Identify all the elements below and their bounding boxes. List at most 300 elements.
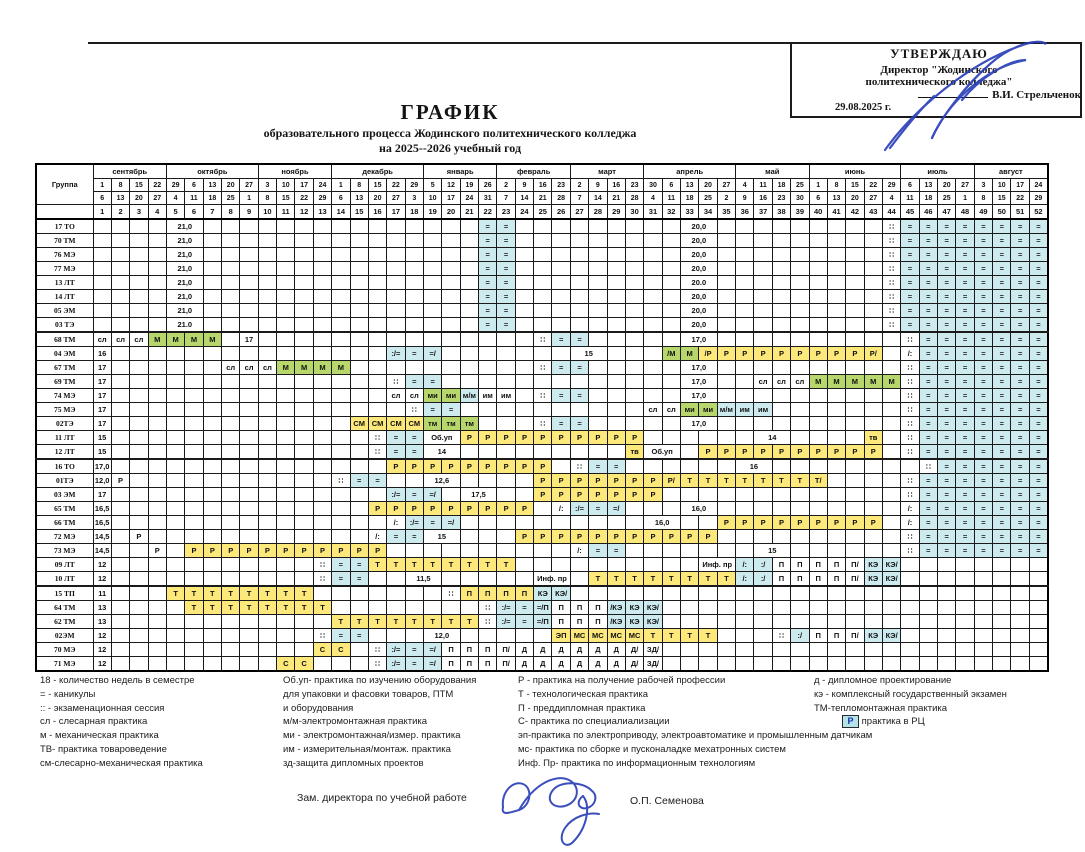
- week-cell: [368, 318, 386, 333]
- week-cell: [148, 431, 166, 445]
- week-cell: [662, 586, 680, 601]
- week-cell: [111, 262, 129, 276]
- week-number: 44: [882, 205, 900, 220]
- week-cell: [736, 304, 754, 318]
- week-cell: [846, 586, 864, 601]
- week-cell: [662, 375, 680, 389]
- week-cell: =: [1029, 375, 1048, 389]
- date-cell: 10: [277, 179, 295, 192]
- week-number: 32: [662, 205, 680, 220]
- week-cell: Р: [203, 544, 221, 558]
- week-cell: =: [938, 234, 956, 248]
- week-cell: [736, 488, 754, 502]
- week-cell: [185, 615, 203, 629]
- week-cell: [864, 332, 882, 347]
- week-cell: [1011, 657, 1029, 672]
- week-cell: [827, 544, 845, 558]
- week-number: 19: [423, 205, 441, 220]
- signature-line: [918, 88, 988, 98]
- week-cell: =: [1011, 332, 1029, 347]
- week-cell: [313, 262, 331, 276]
- week-cell: 12: [93, 629, 111, 643]
- week-cell: [148, 219, 166, 234]
- week-cell: /:: [901, 502, 919, 516]
- week-cell: [332, 262, 350, 276]
- week-cell: С: [313, 643, 331, 657]
- week-cell: Т: [699, 629, 717, 643]
- week-cell: [313, 657, 331, 672]
- week-cell: [350, 459, 368, 474]
- week-cell: =: [1029, 417, 1048, 431]
- week-cell: [222, 248, 240, 262]
- week-cell: [460, 304, 478, 318]
- week-cell: [460, 262, 478, 276]
- week-cell: [497, 516, 515, 530]
- week-cell: [1011, 615, 1029, 629]
- week-cell: [515, 219, 533, 234]
- week-cell: =: [1029, 488, 1048, 502]
- week-cell: [166, 459, 184, 474]
- week-cell: =: [901, 234, 919, 248]
- date-cell: 9: [515, 179, 533, 192]
- week-cell: [258, 445, 276, 460]
- week-cell: /:: [570, 544, 588, 558]
- week-cell: [515, 488, 533, 502]
- week-cell: =: [1029, 248, 1048, 262]
- week-cell: 13: [93, 615, 111, 629]
- week-cell: [240, 403, 258, 417]
- week-cell: [166, 361, 184, 375]
- week-cell: П: [442, 657, 460, 672]
- week-cell: =: [387, 530, 405, 544]
- week-cell: [882, 516, 900, 530]
- week-cell: [295, 290, 313, 304]
- week-cell: [313, 488, 331, 502]
- date-cell: 12: [442, 179, 460, 192]
- week-cell: [111, 544, 129, 558]
- week-cell: [148, 262, 166, 276]
- legend-item: Инф. Пр- практика по информационным технологиям: [518, 757, 756, 769]
- week-number: 21: [460, 205, 478, 220]
- date-cell: 22: [295, 192, 313, 205]
- week-cell: =: [1029, 474, 1048, 488]
- week-cell: Р: [846, 347, 864, 361]
- week-cell: СМ: [350, 417, 368, 431]
- week-cell: =: [919, 431, 937, 445]
- week-cell: =: [405, 445, 423, 460]
- week-cell: =: [479, 304, 497, 318]
- week-cell: [350, 403, 368, 417]
- week-cell: [809, 318, 827, 333]
- week-cell: =: [901, 219, 919, 234]
- week-cell: [699, 488, 717, 502]
- week-cell: [166, 572, 184, 587]
- group-name: 05 ЭМ: [36, 304, 93, 318]
- week-cell: [295, 262, 313, 276]
- week-cell: [258, 219, 276, 234]
- week-cell: П/: [846, 629, 864, 643]
- week-cell: =: [1011, 318, 1029, 333]
- week-cell: [332, 586, 350, 601]
- week-cell: 21,0: [166, 276, 203, 290]
- week-cell: [277, 629, 295, 643]
- week-cell: М: [313, 361, 331, 375]
- week-cell: [993, 601, 1011, 615]
- week-cell: [736, 431, 754, 445]
- week-cell: [754, 643, 772, 657]
- week-cell: [423, 262, 441, 276]
- week-cell: Т: [405, 558, 423, 572]
- week-cell: =: [974, 318, 992, 333]
- week-cell: [827, 304, 845, 318]
- week-cell: [277, 474, 295, 488]
- week-cell: [570, 403, 588, 417]
- week-cell: [882, 657, 900, 672]
- week-cell: [148, 643, 166, 657]
- week-cell: [497, 445, 515, 460]
- week-cell: /:: [552, 502, 570, 516]
- week-cell: [570, 234, 588, 248]
- week-cell: [295, 389, 313, 403]
- week-cell: /:: [736, 572, 754, 587]
- week-cell: =: [350, 572, 368, 587]
- week-cell: [405, 361, 423, 375]
- group-row: [36, 290, 1048, 304]
- week-cell: [130, 572, 148, 587]
- date-cell: 17: [1011, 179, 1029, 192]
- week-cell: Р: [827, 516, 845, 530]
- week-cell: [387, 234, 405, 248]
- week-cell: [662, 262, 680, 276]
- week-cell: [442, 347, 460, 361]
- week-cell: =: [919, 304, 937, 318]
- week-cell: [166, 530, 184, 544]
- group-name: 10 ЛТ: [36, 572, 93, 587]
- week-cell: =: [956, 389, 974, 403]
- week-cell: Т: [405, 615, 423, 629]
- week-cell: =: [974, 417, 992, 431]
- week-cell: =: [405, 643, 423, 657]
- week-cell: [1029, 615, 1048, 629]
- week-cell: [295, 558, 313, 572]
- week-cell: КЭ: [864, 572, 882, 587]
- week-cell: [534, 544, 552, 558]
- week-cell: [460, 318, 478, 333]
- week-cell: [754, 219, 772, 234]
- week-cell: [277, 445, 295, 460]
- week-cell: Д: [589, 657, 607, 672]
- week-cell: [736, 375, 754, 389]
- week-cell: [405, 234, 423, 248]
- week-cell: Р: [570, 530, 588, 544]
- group-row: [36, 347, 1048, 361]
- week-cell: [534, 234, 552, 248]
- week-cell: =: [479, 234, 497, 248]
- week-cell: [277, 558, 295, 572]
- week-cell: [570, 516, 588, 530]
- week-number: 25: [534, 205, 552, 220]
- week-cell: [625, 502, 643, 516]
- week-cell: Р: [479, 502, 497, 516]
- week-cell: [203, 474, 221, 488]
- week-cell: [185, 629, 203, 643]
- week-cell: ∷: [882, 318, 900, 333]
- week-cell: [442, 318, 460, 333]
- week-cell: [350, 332, 368, 347]
- week-cell: [460, 248, 478, 262]
- week-cell: [185, 347, 203, 361]
- week-cell: [405, 248, 423, 262]
- week-cell: [827, 318, 845, 333]
- week-cell: [185, 417, 203, 431]
- month-header: ноябрь: [258, 164, 331, 179]
- week-cell: [809, 276, 827, 290]
- week-cell: [607, 403, 625, 417]
- week-cell: [515, 572, 533, 587]
- week-cell: [681, 586, 699, 601]
- date-cell: 4: [644, 192, 662, 205]
- group-name: 17 ТО: [36, 219, 93, 234]
- week-cell: [736, 643, 754, 657]
- week-cell: [589, 516, 607, 530]
- week-cell: [240, 318, 258, 333]
- week-cell: [148, 586, 166, 601]
- week-number: 36: [736, 205, 754, 220]
- week-cell: [644, 219, 662, 234]
- week-cell: 17: [93, 361, 111, 375]
- week-cell: 17: [240, 332, 258, 347]
- week-cell: [93, 262, 111, 276]
- week-cell: =: [993, 488, 1011, 502]
- week-cell: [497, 375, 515, 389]
- week-cell: [460, 474, 478, 488]
- week-cell: [460, 601, 478, 615]
- week-cell: =: [919, 219, 937, 234]
- week-cell: [185, 558, 203, 572]
- week-cell: [130, 431, 148, 445]
- week-cell: =: [1011, 290, 1029, 304]
- week-cell: [882, 530, 900, 544]
- week-cell: :/=: [405, 516, 423, 530]
- week-cell: =: [1029, 262, 1048, 276]
- week-cell: [130, 445, 148, 460]
- week-cell: КЭ/: [882, 629, 900, 643]
- week-cell: [662, 332, 680, 347]
- week-cell: [717, 629, 735, 643]
- week-cell: [332, 459, 350, 474]
- week-cell: [846, 459, 864, 474]
- week-cell: [130, 375, 148, 389]
- week-cell: Р: [111, 474, 129, 488]
- group-name: 13 ЛТ: [36, 276, 93, 290]
- week-cell: [515, 516, 533, 530]
- date-cell: 23: [772, 192, 790, 205]
- week-cell: сл: [644, 403, 662, 417]
- week-cell: М: [332, 361, 350, 375]
- week-cell: [277, 516, 295, 530]
- week-cell: им: [479, 389, 497, 403]
- week-cell: [148, 389, 166, 403]
- week-cell: =: [993, 516, 1011, 530]
- week-cell: Р: [368, 502, 386, 516]
- week-cell: [625, 558, 643, 572]
- week-cell: [625, 544, 643, 558]
- week-cell: 20,0: [681, 290, 718, 304]
- week-cell: =: [1011, 234, 1029, 248]
- week-cell: =: [993, 347, 1011, 361]
- week-cell: =: [570, 417, 588, 431]
- week-cell: [938, 643, 956, 657]
- week-cell: [607, 276, 625, 290]
- week-cell: [387, 601, 405, 615]
- week-cell: [166, 657, 184, 672]
- week-cell: =: [956, 474, 974, 488]
- week-cell: [717, 502, 735, 516]
- group-row: [36, 544, 1048, 558]
- week-cell: [974, 657, 992, 672]
- week-cell: ∷: [332, 474, 350, 488]
- week-cell: [148, 572, 166, 587]
- week-cell: [313, 290, 331, 304]
- legend-item: зд-защита дипломных проектов: [283, 757, 424, 769]
- week-cell: [974, 643, 992, 657]
- group-row: [36, 572, 1048, 587]
- week-cell: [625, 417, 643, 431]
- week-cell: [534, 304, 552, 318]
- week-cell: [423, 318, 441, 333]
- week-cell: [313, 276, 331, 290]
- week-cell: [148, 375, 166, 389]
- week-cell: [589, 361, 607, 375]
- week-cell: =: [1011, 276, 1029, 290]
- week-cell: [827, 502, 845, 516]
- week-cell: [846, 601, 864, 615]
- week-cell: Р: [460, 502, 478, 516]
- week-cell: [754, 304, 772, 318]
- date-cell: 6: [901, 179, 919, 192]
- week-cell: [681, 544, 699, 558]
- week-cell: [993, 629, 1011, 643]
- week-cell: 16,5: [93, 502, 111, 516]
- week-cell: =: [1029, 389, 1048, 403]
- week-cell: [662, 417, 680, 431]
- date-cell: 8: [827, 179, 845, 192]
- week-cell: [203, 643, 221, 657]
- week-cell: [882, 361, 900, 375]
- group-name: 73 МЭ: [36, 544, 93, 558]
- week-cell: [203, 459, 221, 474]
- group-header-spacer: [36, 205, 93, 220]
- week-cell: =: [919, 332, 937, 347]
- week-cell: [864, 219, 882, 234]
- week-cell: =: [919, 403, 937, 417]
- legend-item: им - измерительная/монтаж. практика: [283, 743, 451, 755]
- week-number: 6: [185, 205, 203, 220]
- week-cell: [295, 643, 313, 657]
- week-cell: 20,0: [681, 304, 718, 318]
- group-name: 76 МЭ: [36, 248, 93, 262]
- date-cell: 18: [681, 192, 699, 205]
- month-header: декабрь: [332, 164, 424, 179]
- week-cell: [864, 304, 882, 318]
- page-subtitle-2: на 2025--2026 учебный год: [378, 141, 522, 155]
- week-cell: [809, 586, 827, 601]
- week-cell: 17,0: [681, 332, 718, 347]
- week-cell: [644, 502, 662, 516]
- week-cell: [791, 290, 809, 304]
- week-cell: Р: [772, 347, 790, 361]
- week-cell: =: [938, 276, 956, 290]
- week-number: 24: [515, 205, 533, 220]
- week-cell: [607, 586, 625, 601]
- week-cell: [515, 304, 533, 318]
- week-cell: [387, 544, 405, 558]
- week-cell: [185, 431, 203, 445]
- week-cell: Р: [864, 445, 882, 460]
- date-cell: 4: [736, 179, 754, 192]
- week-cell: Р: [570, 488, 588, 502]
- week-cell: Д: [589, 643, 607, 657]
- date-cell: 27: [864, 192, 882, 205]
- week-cell: [166, 558, 184, 572]
- week-cell: [130, 219, 148, 234]
- week-cell: [607, 558, 625, 572]
- week-cell: [809, 234, 827, 248]
- week-cell: =: [993, 361, 1011, 375]
- week-cell: Р: [736, 516, 754, 530]
- week-cell: =: [405, 530, 423, 544]
- week-cell: =/П: [534, 615, 552, 629]
- week-cell: Р: [809, 516, 827, 530]
- week-cell: [1011, 601, 1029, 615]
- week-cell: [313, 375, 331, 389]
- week-cell: [423, 361, 441, 375]
- week-cell: П: [460, 643, 478, 657]
- week-cell: [313, 332, 331, 347]
- week-cell: [791, 332, 809, 347]
- week-cell: [405, 304, 423, 318]
- week-cell: [387, 276, 405, 290]
- week-cell: [754, 332, 772, 347]
- week-cell: [130, 558, 148, 572]
- week-cell: [387, 629, 405, 643]
- week-cell: Р: [717, 445, 735, 460]
- week-cell: [332, 403, 350, 417]
- week-cell: [791, 601, 809, 615]
- week-cell: [166, 445, 184, 460]
- week-cell: Т: [791, 474, 809, 488]
- date-cell: 10: [993, 179, 1011, 192]
- week-cell: =: [552, 332, 570, 347]
- week-cell: 17,0: [681, 417, 718, 431]
- week-cell: [442, 375, 460, 389]
- week-cell: [442, 248, 460, 262]
- month-header: февраль: [497, 164, 570, 179]
- week-cell: [644, 234, 662, 248]
- week-cell: [479, 530, 497, 544]
- week-cell: [222, 304, 240, 318]
- week-cell: [736, 361, 754, 375]
- week-cell: [166, 629, 184, 643]
- week-cell: [295, 318, 313, 333]
- week-cell: =: [974, 361, 992, 375]
- week-number: 14: [332, 205, 350, 220]
- week-cell: [791, 219, 809, 234]
- week-cell: [295, 445, 313, 460]
- week-cell: =: [974, 290, 992, 304]
- week-cell: [185, 502, 203, 516]
- week-cell: [589, 558, 607, 572]
